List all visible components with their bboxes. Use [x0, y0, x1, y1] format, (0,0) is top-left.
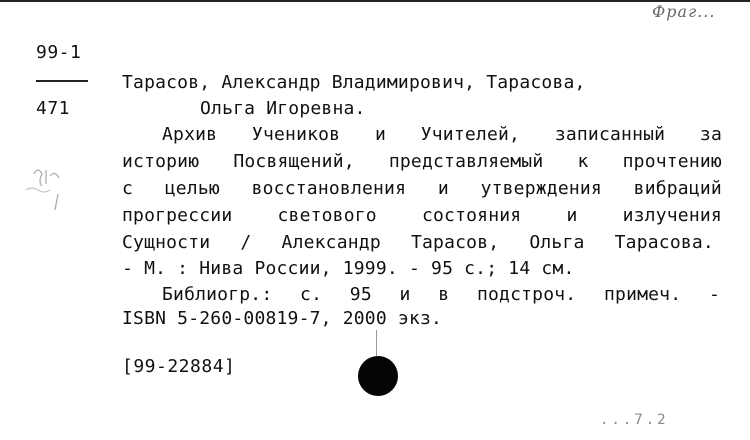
margin-handwriting-scribble	[24, 160, 68, 218]
word: Посвящений,	[233, 151, 355, 172]
author-line-continued: Ольга Игоревна.	[200, 98, 366, 119]
word: Ольга	[529, 232, 585, 253]
word: и	[566, 205, 578, 226]
call-number-bottom: 471	[36, 98, 71, 119]
bibliography-line	[162, 284, 720, 308]
call-number-top: 99-1	[36, 42, 82, 63]
word: и	[399, 284, 411, 305]
title-line-2	[122, 151, 722, 175]
word: с	[122, 178, 134, 199]
word: утверждения	[480, 178, 602, 199]
word: -	[708, 284, 720, 305]
word: Тарасов,	[410, 232, 500, 253]
word: примеч.	[604, 284, 682, 305]
author-line: Тарасов, Александр Владимирович, Тарасова,	[122, 72, 586, 93]
word: /	[240, 232, 252, 253]
word: записанный	[554, 124, 666, 145]
word: восстановления	[251, 178, 407, 199]
word: Библиогр.:	[162, 284, 273, 305]
title-line-5	[122, 232, 714, 256]
word: подстроч.	[476, 284, 577, 305]
bottom-faded-note: ...7.2	[600, 412, 669, 428]
word: Учеников	[251, 124, 341, 145]
call-number-divider	[36, 80, 88, 82]
word: состояния	[421, 205, 522, 226]
card-top-edge	[0, 0, 750, 2]
word: вибраций	[633, 178, 722, 199]
word: излучения	[622, 205, 722, 226]
title-line-3	[122, 178, 722, 202]
word: с.	[300, 284, 323, 305]
isbn-line: ISBN 5-260-00819-7, 2000 экз.	[122, 308, 443, 329]
word: 95	[349, 284, 372, 305]
word: историю	[122, 151, 200, 172]
word: целью	[164, 178, 220, 199]
corner-handwritten-note: Фраг...	[652, 2, 716, 21]
title-line-1	[162, 124, 722, 148]
word: прогрессии	[122, 205, 233, 226]
registration-number: [99-22884]	[122, 356, 236, 377]
title-line-4	[122, 205, 722, 229]
word: прочтению	[622, 151, 722, 172]
punch-hole	[358, 356, 398, 396]
word: Учителей,	[420, 124, 521, 145]
word: и	[374, 124, 386, 145]
word: Тарасова.	[614, 232, 714, 253]
word: Александр	[281, 232, 381, 253]
word: и	[437, 178, 449, 199]
imprint-line: - М. : Нива России, 1999. - 95 с.; 14 см.	[122, 258, 575, 279]
word: за	[699, 124, 722, 145]
punch-hole-mark	[376, 330, 377, 356]
word: представляемый	[388, 151, 544, 172]
word: в	[438, 284, 450, 305]
word: светового	[277, 205, 377, 226]
word: Сущности	[122, 232, 211, 253]
word: к	[577, 151, 589, 172]
word: Архив	[162, 124, 218, 145]
